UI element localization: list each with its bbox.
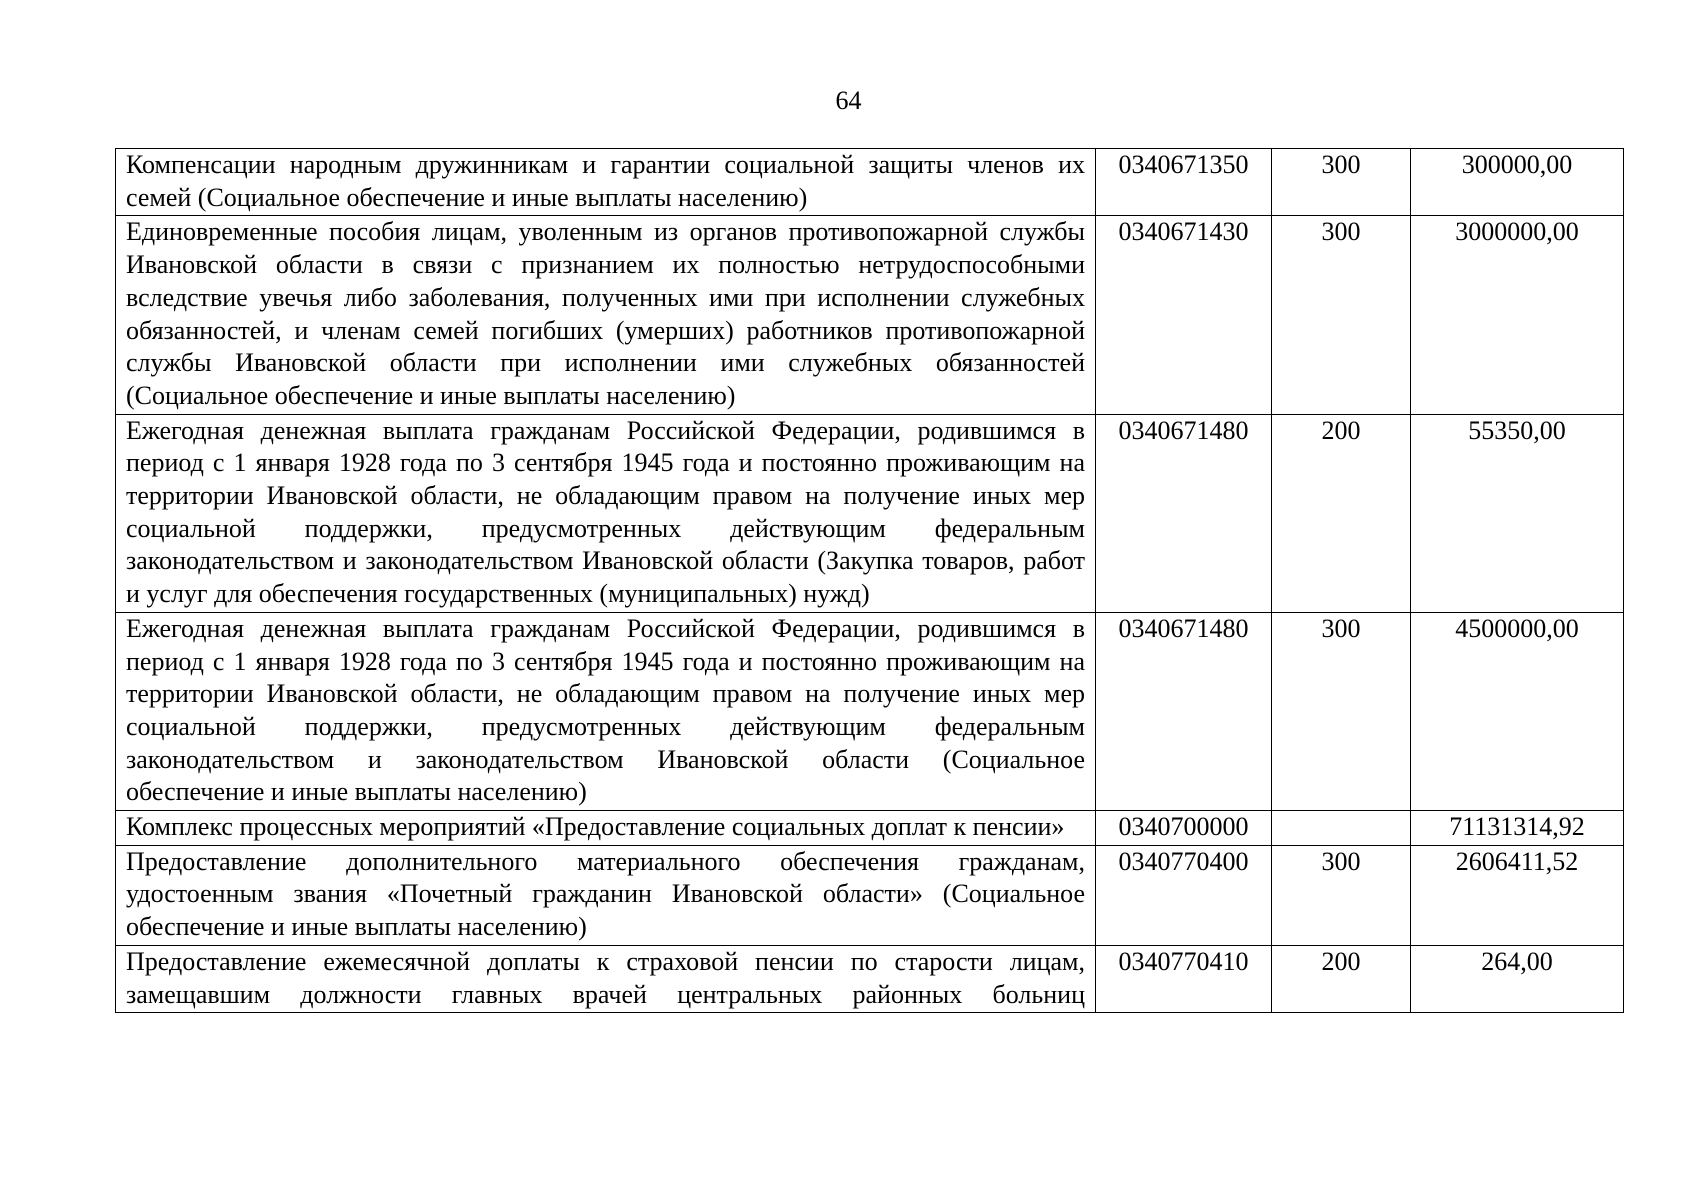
row-type: 300 [1272,149,1411,216]
row-type: 200 [1272,414,1411,612]
row-type: 200 [1272,945,1411,1012]
page-number: 64 [835,86,862,115]
row-amount: 55350,00 [1411,414,1624,612]
row-amount: 4500000,00 [1411,612,1624,810]
row-code: 0340770410 [1096,945,1272,1012]
row-code: 0340671350 [1096,149,1272,216]
row-amount: 300000,00 [1411,149,1624,216]
row-type: 300 [1272,845,1411,945]
row-name: Ежегодная денежная выплата гражданам Российской Федерации, родившимся в период с 1 января 1928 года по 3 сентября 1945 года и постоянно проживающим на территории Ивановской области, не обладающим правом на получение иных мер социальной поддержки, предусмотренных действующим федеральным законодательством и законодательством Ивановской области (Социальное обеспечение и иные выплаты населению) [116,612,1096,810]
table-row [116,149,1624,216]
row-name: Предоставление ежемесячной доплаты к страховой пенсии по старости лицам, замещавшим должности главных врачей центральных районных больниц [116,945,1096,1012]
row-name: Комплекс процессных мероприятий «Предоставление социальных доплат к пенсии» [116,811,1096,846]
row-name: Предоставление дополнительного материального обеспечения гражданам, удостоенным звания «Почетный гражданин Ивановской области» (Социальное обеспечение и иные выплаты населению) [116,845,1096,945]
table-row [116,945,1624,1012]
budget-table [115,148,1624,1013]
table-row [116,612,1624,810]
row-name: Ежегодная денежная выплата гражданам Российской Федерации, родившимся в период с 1 января 1928 года по 3 сентября 1945 года и постоянно проживающим на территории Ивановской области, не обладающим правом на получение иных мер социальной поддержки, предусмотренных действующим федеральным законодательством и законодательством Ивановской области (Закупка товаров, работ и услуг для обеспечения государственных (муниципальных) нужд) [116,414,1096,612]
row-amount: 71131314,92 [1411,811,1624,846]
row-amount: 3000000,00 [1411,216,1624,414]
table-row [116,811,1624,846]
row-name: Единовременные пособия лицам, уволенным из органов противопожарной службы Ивановской области в связи с признанием их полностью нетрудоспособными вследствие увечья либо заболевания, полученных ими при исполнении служебных обязанностей, и членам семей погибших (умерших) работников противопожарной службы Ивановской области при исполнении ими служебных обязанностей (Социальное обеспечение и иные выплаты населению) [116,216,1096,414]
row-name: Компенсации народным дружинникам и гарантии социальной защиты членов их семей (Социальное обеспечение и иные выплаты населению) [116,149,1096,216]
row-type: 300 [1272,612,1411,810]
row-amount: 2606411,52 [1411,845,1624,945]
row-code: 0340770400 [1096,845,1272,945]
row-code: 0340671480 [1096,414,1272,612]
table-row [116,216,1624,414]
row-type [1272,811,1411,846]
table-row [116,414,1624,612]
row-amount: 264,00 [1411,945,1624,1012]
table-row [116,845,1624,945]
row-type: 300 [1272,216,1411,414]
row-code: 0340671430 [1096,216,1272,414]
row-code: 0340700000 [1096,811,1272,846]
row-code: 0340671480 [1096,612,1272,810]
